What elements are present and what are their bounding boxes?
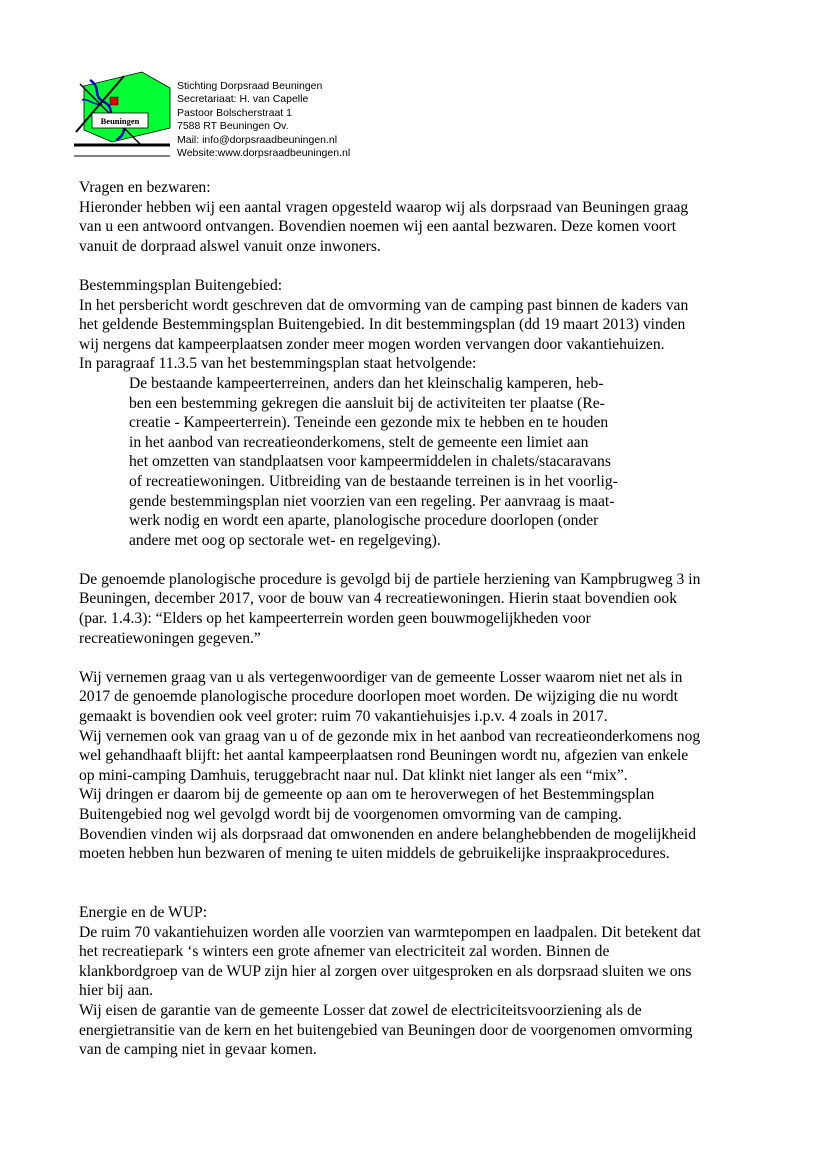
quote-line: ben een bestemming gekregen die aansluit bij de activiteiten ter plaatse (Re- (129, 394, 605, 412)
paragraph-line: 2017 de genoemde planologische procedure doorlopen moet worden. De wijziging die nu wordt (79, 688, 678, 706)
paragraph-line: Buitengebied nog wel gevolgd wordt bij de voorgenomen omvorming van de camping. (79, 806, 622, 823)
section-heading-vragen: Vragen en bezwaren: (79, 179, 211, 196)
intro-line: vanuit de dorpraad alswel vanuit onze inwoners. (79, 237, 381, 255)
energie-line: De ruim 70 vakantiehuizen worden alle voorzien van warmtepompen en laadpalen. Dit betekent dat (79, 923, 701, 941)
street-address: Pastoor Bolscherstraat 1 (177, 106, 292, 119)
energie-line: energietransitie van de kern en het buitengebied van Beuningen door de voorgenomen omvorming (79, 1021, 693, 1039)
paragraph-line: moeten hebben hun bezwaren of mening te uiten middels de gebruikelijke inspraakprocedures. (79, 845, 670, 863)
paragraph-line: gemaakt is bovendien ook veel groter: ruim 70 vakantiehuisjes i.p.v. 4 zoals in 2017. (79, 708, 608, 726)
org-name: Stichting Dorpsraad Beuningen (177, 80, 323, 92)
email-line: Mail: info@dorpsraadbeuningen.nl (177, 133, 338, 146)
quoted-paragraph (79, 374, 759, 550)
paragraph-line: Bovendien vinden wij als dorpsraad dat omwonenden en andere belanghebbenden de mogelijkheid (79, 825, 697, 843)
energie-line: Wij eisen de garantie van de gemeente Losser dat zowel de electriciteitsvoorziening als de (79, 1001, 642, 1019)
quote-line: of recreatiewoningen. Uitbreiding van de bestaande terreinen is in het voorlig- (129, 472, 618, 490)
quote-line: het omzetten van standplaatsen voor kampeermiddelen in chalets/stacaravans (129, 453, 611, 471)
website-line: Website:www.dorpsraadbeuningen.nl (177, 147, 351, 160)
postal-address: 7588 RT Beuningen Ov. (177, 120, 289, 133)
paragraph-line: Beuningen, december 2017, voor de bouw van 4 recreatiewoningen. Hierin staat bovendien ook (79, 590, 678, 608)
paragraph-line: De genoemde planologische procedure is gevolgd bij de partiele herziening van Kampbrugweg 3 in (79, 570, 701, 588)
paragraph-line: Wij vernemen graag van u als vertegenwoordiger van de gemeente Losser waarom niet net als in (79, 668, 683, 686)
paragraph-line: Wij dringen er daarom bij de gemeente op aan om te heroverwegen of het Bestemmingsplan (79, 786, 655, 804)
paragraph-line: Wij vernemen ook van graag van u of de gezonde mix in het aanbod van recreatieonderkomens nog (79, 727, 701, 745)
paragraph-line: op mini-camping Damhuis, teruggebracht naar nul. Dat klinkt niet langer als een “mix”. (79, 766, 628, 784)
energie-line: hier bij aan. (79, 982, 154, 1000)
dorpsraad-logo (72, 70, 172, 160)
town-marker (110, 97, 118, 105)
letterhead-address (177, 80, 350, 160)
quote-line: andere met oog op sectorale wet- en regelgeving). (129, 531, 441, 549)
intro-line: Hieronder hebben wij een aantal vragen opgesteld waarop wij als dorpsraad van Beuningen graag (79, 198, 689, 216)
section-heading-bestemmingsplan: Bestemmingsplan Buitengebied: (79, 276, 283, 294)
energie-line: klankbordgroep van de WUP zijn hier al zorgen over uitgesproken en als dorpsraad sluiten we ons (79, 962, 692, 980)
paragraph-line: recreatiewoningen gegeven.” (79, 629, 261, 647)
energie-line: van de camping niet in gevaar komen. (79, 1041, 317, 1059)
quote-line: De bestaande kampeerterreinen, anders dan het kleinschalig kamperen, heb- (129, 374, 604, 392)
section-heading-energie: Energie en de WUP: (79, 903, 208, 921)
quote-line: werk nodig en wordt een aparte, planologische procedure doorlopen (onder (129, 512, 599, 530)
paragraph-line: (par. 1.4.3): “Elders op het kampeerterrein worden geen bouwmogelijkheden voor (79, 610, 591, 628)
quote-line: in het aanbod van recreatieonderkomens, stelt de gemeente een limiet aan (129, 433, 589, 451)
quote-line: creatie - Kampeerterrein). Teneinde een gezonde mix te hebben en te houden (129, 414, 609, 432)
bestemmingsplan-line: het geldende Bestemmingsplan Buitengebied. In dit bestemmingsplan (dd 19 maart 2013) vinden (79, 316, 686, 334)
letter-body (79, 178, 759, 1060)
logo-label: Beuningen (100, 116, 140, 126)
bestemmingsplan-line: In het persbericht wordt geschreven dat de omvorming van de camping past binnen de kaders van (79, 296, 689, 314)
bestemmingsplan-line: wij nergens dat kampeerplaatsen zonder meer mogen worden vervangen door vakantiehuizen. (79, 335, 665, 353)
energie-line: het recreatiepark ‘s winters een grote afnemer van electriciteit zal worden. Binnen de (79, 943, 610, 961)
intro-line: van u een antwoord ontvangen. Bovendien noemen wij een aantal bezwaren. Deze komen voort (79, 218, 677, 236)
bestemmingsplan-line: In paragraaf 11.3.5 van het bestemmingsplan staat hetvolgende: (79, 355, 477, 373)
quote-line: gende bestemmingsplan niet voorzien van een regeling. Per aanvraag is maat- (129, 492, 615, 510)
paragraph-line: wel gehandhaaft blijft: het aantal kampeerplaatsen rond Beuningen wordt nu, afgezien van enkele (79, 747, 689, 765)
secretariat: Secretariaat: H. van Capelle (177, 93, 309, 106)
